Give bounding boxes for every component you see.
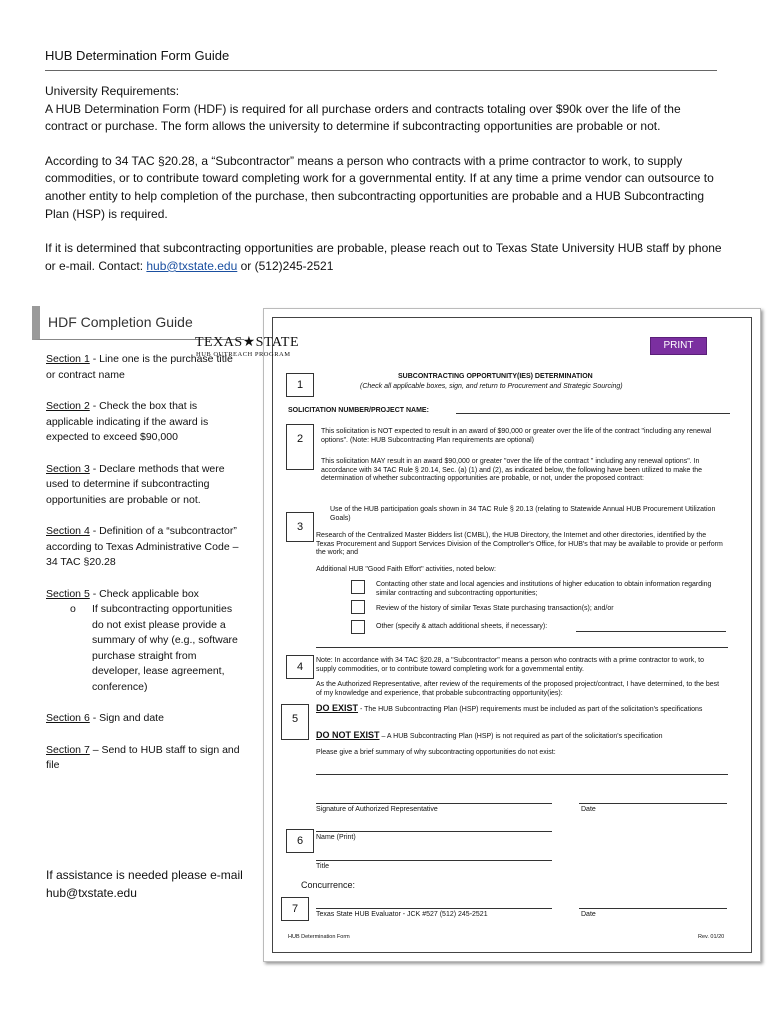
guide-section-5: Section 5 - Check applicable box o If subcontracting opportunities do not exist please provide a summary of why (e.g., software purchase straight from developer, lease agreement, conference): [46, 587, 244, 696]
guide-section-1: Section 1 - Line one is the purchase title or contract name: [46, 353, 233, 381]
section-6-marker: 6: [286, 829, 314, 853]
do-not-exist-option[interactable]: DO NOT EXIST – A HUB Subcontracting Plan (HSP) is not required as part of the solicitation's specification: [316, 730, 663, 740]
summary-prompt: Please give a brief summary of why subcontracting opportunities do not exist:: [316, 749, 556, 756]
solicitation-label: SOLICITATION NUMBER/PROJECT NAME:: [288, 407, 429, 414]
section-4-marker: 4: [286, 655, 314, 679]
signature-label: Signature of Authorized Representative: [316, 806, 438, 813]
date-line[interactable]: [579, 803, 727, 804]
summary-line[interactable]: [316, 774, 728, 775]
other-line: [316, 647, 728, 648]
date-2-label: Date: [581, 911, 596, 918]
section-3-marker: 3: [286, 512, 314, 542]
option-1-checkbox[interactable]: [351, 580, 365, 594]
evaluator-line[interactable]: [316, 908, 552, 909]
option-3-checkbox[interactable]: [351, 620, 365, 634]
option-2-checkbox[interactable]: [351, 600, 365, 614]
option-3-line: [576, 631, 726, 632]
requirements-paragraph: [45, 83, 725, 136]
solicitation-line: [456, 413, 730, 414]
signature-line[interactable]: [316, 803, 552, 804]
good-faith-text: Additional HUB "Good Faith Effort" activities, noted below:: [316, 566, 496, 573]
form-subtitle: (Check all applicable boxes, sign, and return to Procurement and Strategic Sourcing): [360, 383, 623, 390]
contact-phone: or (512)245-2521: [237, 258, 334, 273]
tac-paragraph: According to 34 TAC §20.28, a “Subcontractor” means a person who contracts with a prime contractor to work, to supply commodities, or to contribute toward completing work for a governmental entity. If at any time a prime vendor can outsource to another entity to help completion of the purchase, then subcontracting opportunities are probable and a HUB Subcontracting Plan (HSP) is required.: [45, 153, 714, 221]
logo-subtitle: HUB OUTREACH PROGRAM: [196, 351, 291, 358]
authorized-text: As the Authorized Representative, after review of the requirements of the proposed project/contract, I have determined, to the best of my knowledge and experience, that probable subcontracting opportunity(ies):: [316, 681, 720, 697]
subcontractor-note: Note: In accordance with 34 TAC §20.28, a "Subcontractor" means a person who contracts with a prime contractor to work, to supply commodities, or to contribute toward completing work for a governmental entity.: [316, 657, 704, 673]
concurrence-label: Concurrence:: [301, 880, 356, 890]
guide-section-2: Section 2 - Check the box that is applicable indicating if the award is expected to exceed $90,000: [46, 400, 209, 443]
page-title: HUB Determination Form Guide: [45, 48, 230, 63]
research-text: Research of the Centralized Master Bidders list (CMBL), the HUB Directory, the Internet and other directories, identified by the Texas Procurement and Support Services Division of the Comptroller's Office, for HUB's that may be available to provide or perform the work; and: [316, 532, 723, 556]
date-2-line[interactable]: [579, 908, 727, 909]
form-title: SUBCONTRACTING OPPORTUNITY(IES) DETERMINATION: [398, 373, 593, 380]
section-5-marker: 5: [281, 704, 309, 740]
print-button[interactable]: PRINT: [650, 337, 707, 355]
option-2-text: Review of the history of similar Texas State purchasing transaction(s); and/or: [376, 605, 614, 612]
evaluator-label: Texas State HUB Evaluator - JCK #527 (512) 245-2521: [316, 911, 488, 918]
option-1-text: Contacting other state and local agencies and institutions of higher education to obtain information regarding similar contracting and subcontracting opportunities;: [376, 581, 712, 597]
section-1-marker: 1: [286, 373, 314, 397]
guide-section-4: Section 4 - Definition of a “subcontractor” according to Texas Administrative Code – 34 TAC §20.28: [46, 525, 239, 568]
name-label: Name (Print): [316, 834, 356, 841]
intro-section: [45, 83, 725, 292]
bullet-icon: o: [70, 603, 76, 615]
form-footer-right: Rev. 01/20: [698, 934, 725, 940]
section-7-marker: 7: [281, 897, 309, 921]
guide-section-5-bullet: o If subcontracting opportunities do not exist please provide a summary of why (e.g., software purchase straight from developer, lease agreement, conference): [70, 602, 244, 695]
contact-text: If it is determined that subcontracting opportunities are probable, please reach out to Texas State University HUB staff by phone or e-mail. Contact:: [45, 241, 722, 273]
option-3-text: Other (specify & attach additional sheets, if necessary):: [376, 623, 548, 630]
guide-section-6: Section 6 - Sign and date: [46, 712, 164, 724]
assistance-note: If assistance is needed please e-mail hub@txstate.edu: [46, 868, 243, 900]
section-2-marker: 2: [286, 424, 314, 470]
title-line[interactable]: [316, 860, 552, 861]
requirements-text: A HUB Determination Form (HDF) is required for all purchase orders and contracts totaling over $90k over the life of the contract or purchase. The form allows the university to determine if subcontracting opportunities are probable or not.: [45, 101, 681, 134]
requirements-heading: University Requirements:: [45, 84, 180, 98]
use-goals-text: Use of the HUB participation goals shown in 34 TAC Rule § 20.13 (relating to Statewide Annual HUB Procurement Utilization Goals): [330, 506, 716, 522]
date-label: Date: [581, 806, 596, 813]
name-line[interactable]: [316, 831, 552, 832]
do-exist-option[interactable]: DO EXIST - The HUB Subcontracting Plan (HSP) requirements must be included as part of the solicitation's specifications: [316, 703, 703, 713]
contact-email-link[interactable]: hub@txstate.edu: [146, 258, 238, 273]
guide-section-7: Section 7 – Send to HUB staff to sign and file: [46, 743, 240, 771]
texas-state-logo: TEXAS★STATE: [195, 335, 300, 350]
contact-paragraph: [45, 240, 725, 275]
title-divider: [45, 70, 717, 71]
not-expected-text: This solicitation is NOT expected to result in an award of $90,000 or greater over the life of the contract "including any renewal options". (Note: HUB Subcontracting Plan requirements are optional): [321, 428, 712, 444]
guide-section-3: Section 3 - Declare methods that were used to determine if subcontracting opportunities are probable or not.: [46, 462, 225, 506]
title-label: Title: [316, 863, 329, 870]
form-footer-left: HUB Determination Form: [288, 934, 350, 940]
completion-guide: [46, 352, 244, 790]
guide-heading: HDF Completion Guide: [48, 314, 193, 330]
may-result-text: This solicitation MAY result in an award $90,000 or greater "over the life of the contract " including any renewal options". In accordance with 34 TAC Rule § 20.14, Sec. (a) (1) and (2), as indicated below, the following have been utilized to make the determination of whether subcontracting opportunities are probable, or not, under the proposed contract:: [321, 458, 703, 482]
